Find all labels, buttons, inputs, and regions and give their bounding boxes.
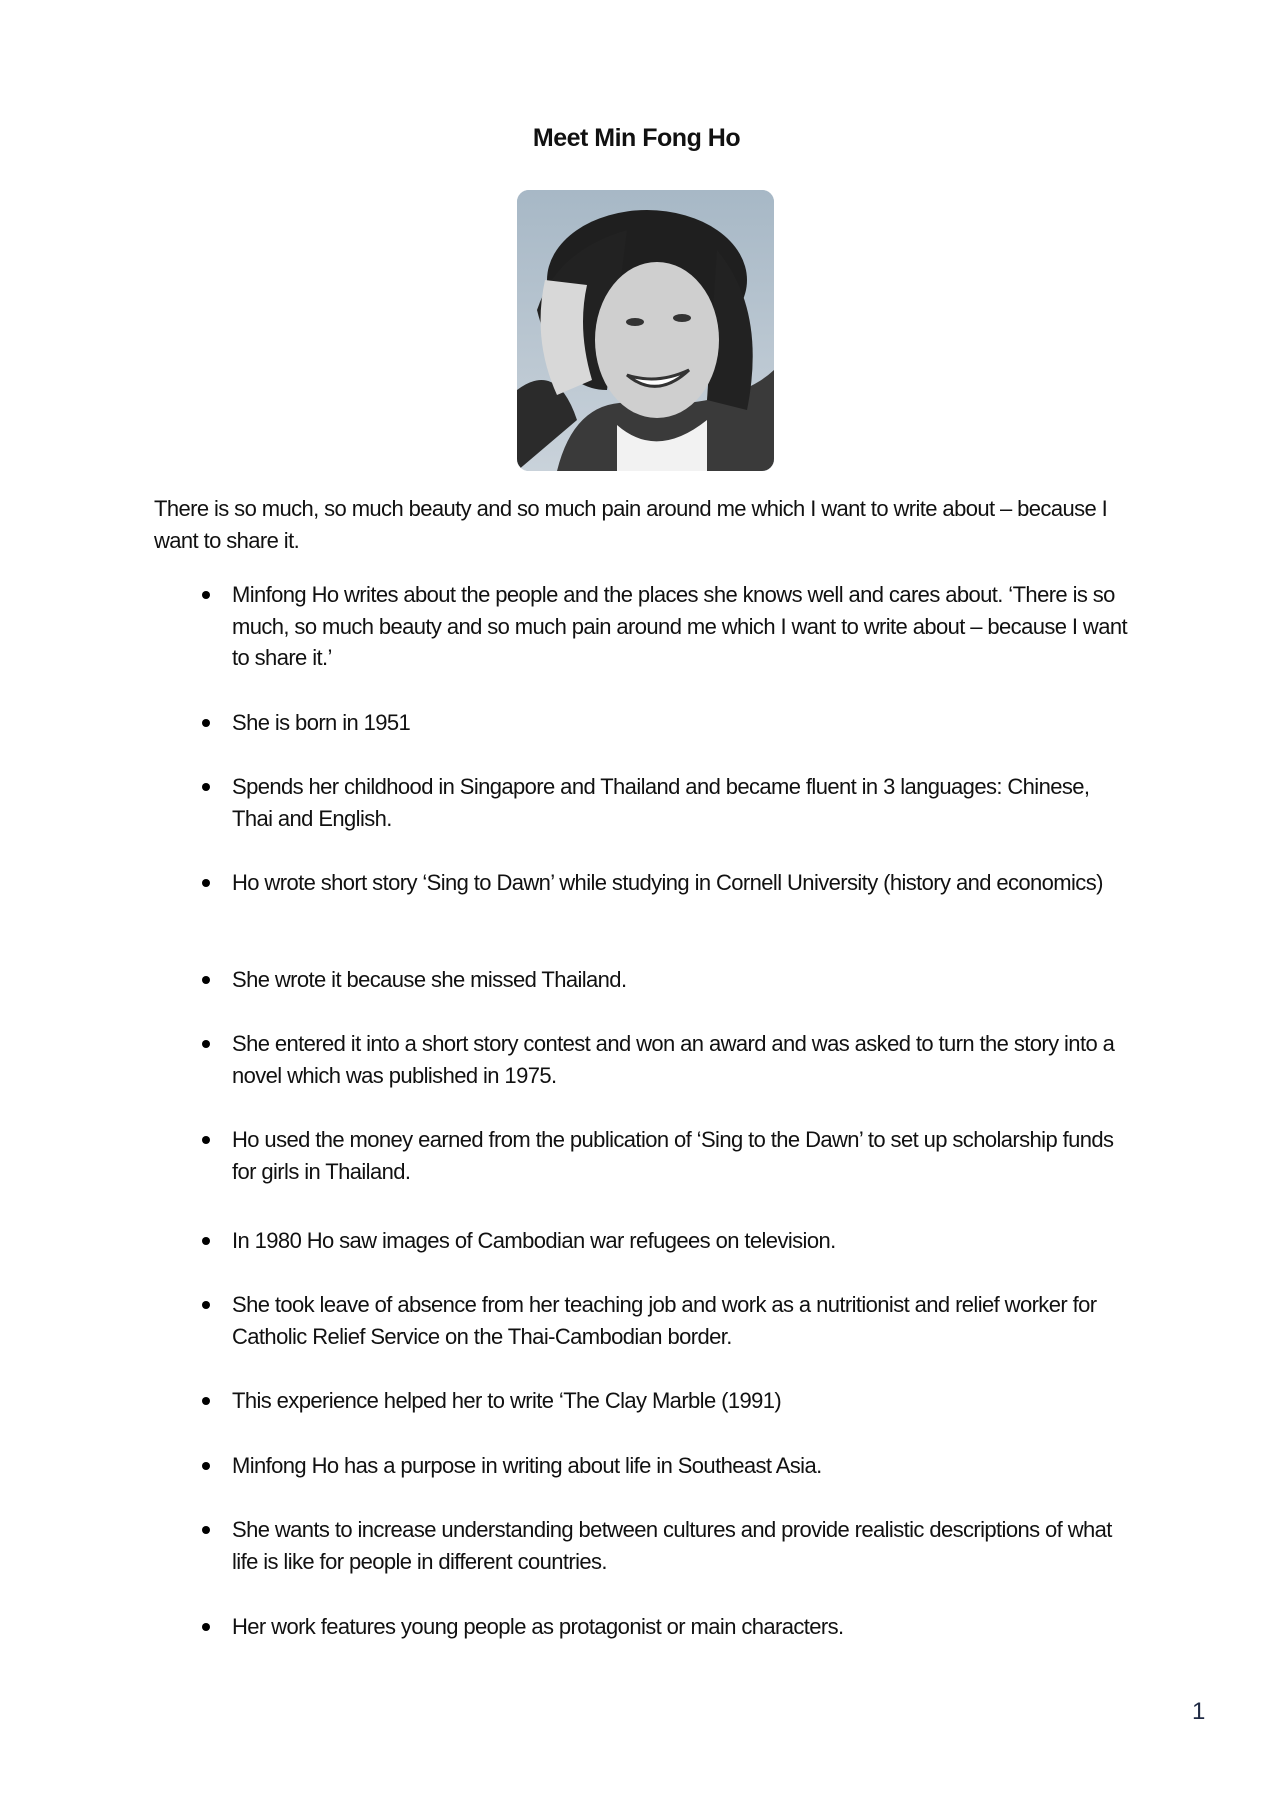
list-item-text: Minfong Ho has a purpose in writing about life in Southeast Asia. bbox=[232, 1453, 822, 1478]
list-item-text: Her work features young people as protagonist or main characters. bbox=[232, 1614, 844, 1639]
list-item-text: This experience helped her to write ‘The Clay Marble (1991) bbox=[232, 1388, 782, 1413]
author-photo bbox=[517, 190, 774, 471]
bullet-icon bbox=[202, 1397, 210, 1405]
page-title: Meet Min Fong Ho bbox=[532, 124, 741, 152]
list-item-text: She is born in 1951 bbox=[232, 710, 411, 735]
bullet-icon bbox=[202, 591, 210, 599]
list-item-text: She wrote it because she missed Thailand. bbox=[232, 967, 627, 992]
bullet-icon bbox=[202, 719, 210, 727]
list-item-text: Ho used the money earned from the publication of ‘Sing to the Dawn’ to set up scholarship funds for girls in Thailand. bbox=[232, 1127, 1114, 1184]
list-item-text: Spends her childhood in Singapore and Thailand and became fluent in 3 languages: Chinese, Thai and English. bbox=[232, 774, 1090, 831]
bullet-icon bbox=[202, 1040, 210, 1048]
intro-quote: There is so much, so much beauty and so much pain around me which I want to write about – because I want to share it. bbox=[154, 496, 1108, 553]
list-item-text: Minfong Ho writes about the people and the places she knows well and cares about. ‘There is so much, so much beauty and so much pain around me which I want to write about – because I want to share it.’ bbox=[232, 582, 1128, 670]
bullet-icon bbox=[202, 783, 210, 791]
portrait-image bbox=[517, 190, 774, 471]
bullet-icon bbox=[202, 1301, 210, 1309]
list-item-text: She entered it into a short story contest and won an award and was asked to turn the story into a novel which was published in 1975. bbox=[232, 1031, 1115, 1088]
page-number: 1 bbox=[1192, 1698, 1206, 1725]
bullet-icon bbox=[202, 1136, 210, 1144]
bullet-icon bbox=[202, 1526, 210, 1534]
list-item-text: Ho wrote short story ‘Sing to Dawn’ while studying in Cornell University (history and economics) bbox=[232, 870, 1103, 895]
list-item-text: She took leave of absence from her teaching job and work as a nutritionist and relief worker for Catholic Relief Service on the Thai-Cambodian border. bbox=[232, 1292, 1097, 1349]
list-item-text: She wants to increase understanding between cultures and provide realistic descriptions of what life is like for people in different countries. bbox=[232, 1517, 1112, 1574]
bullet-icon bbox=[202, 1237, 210, 1245]
bullet-icon bbox=[202, 976, 210, 984]
bullet-icon bbox=[202, 1623, 210, 1631]
bullet-icon bbox=[202, 1462, 210, 1470]
list-item-text: In 1980 Ho saw images of Cambodian war refugees on television. bbox=[232, 1228, 836, 1253]
bullet-icon bbox=[202, 879, 210, 887]
